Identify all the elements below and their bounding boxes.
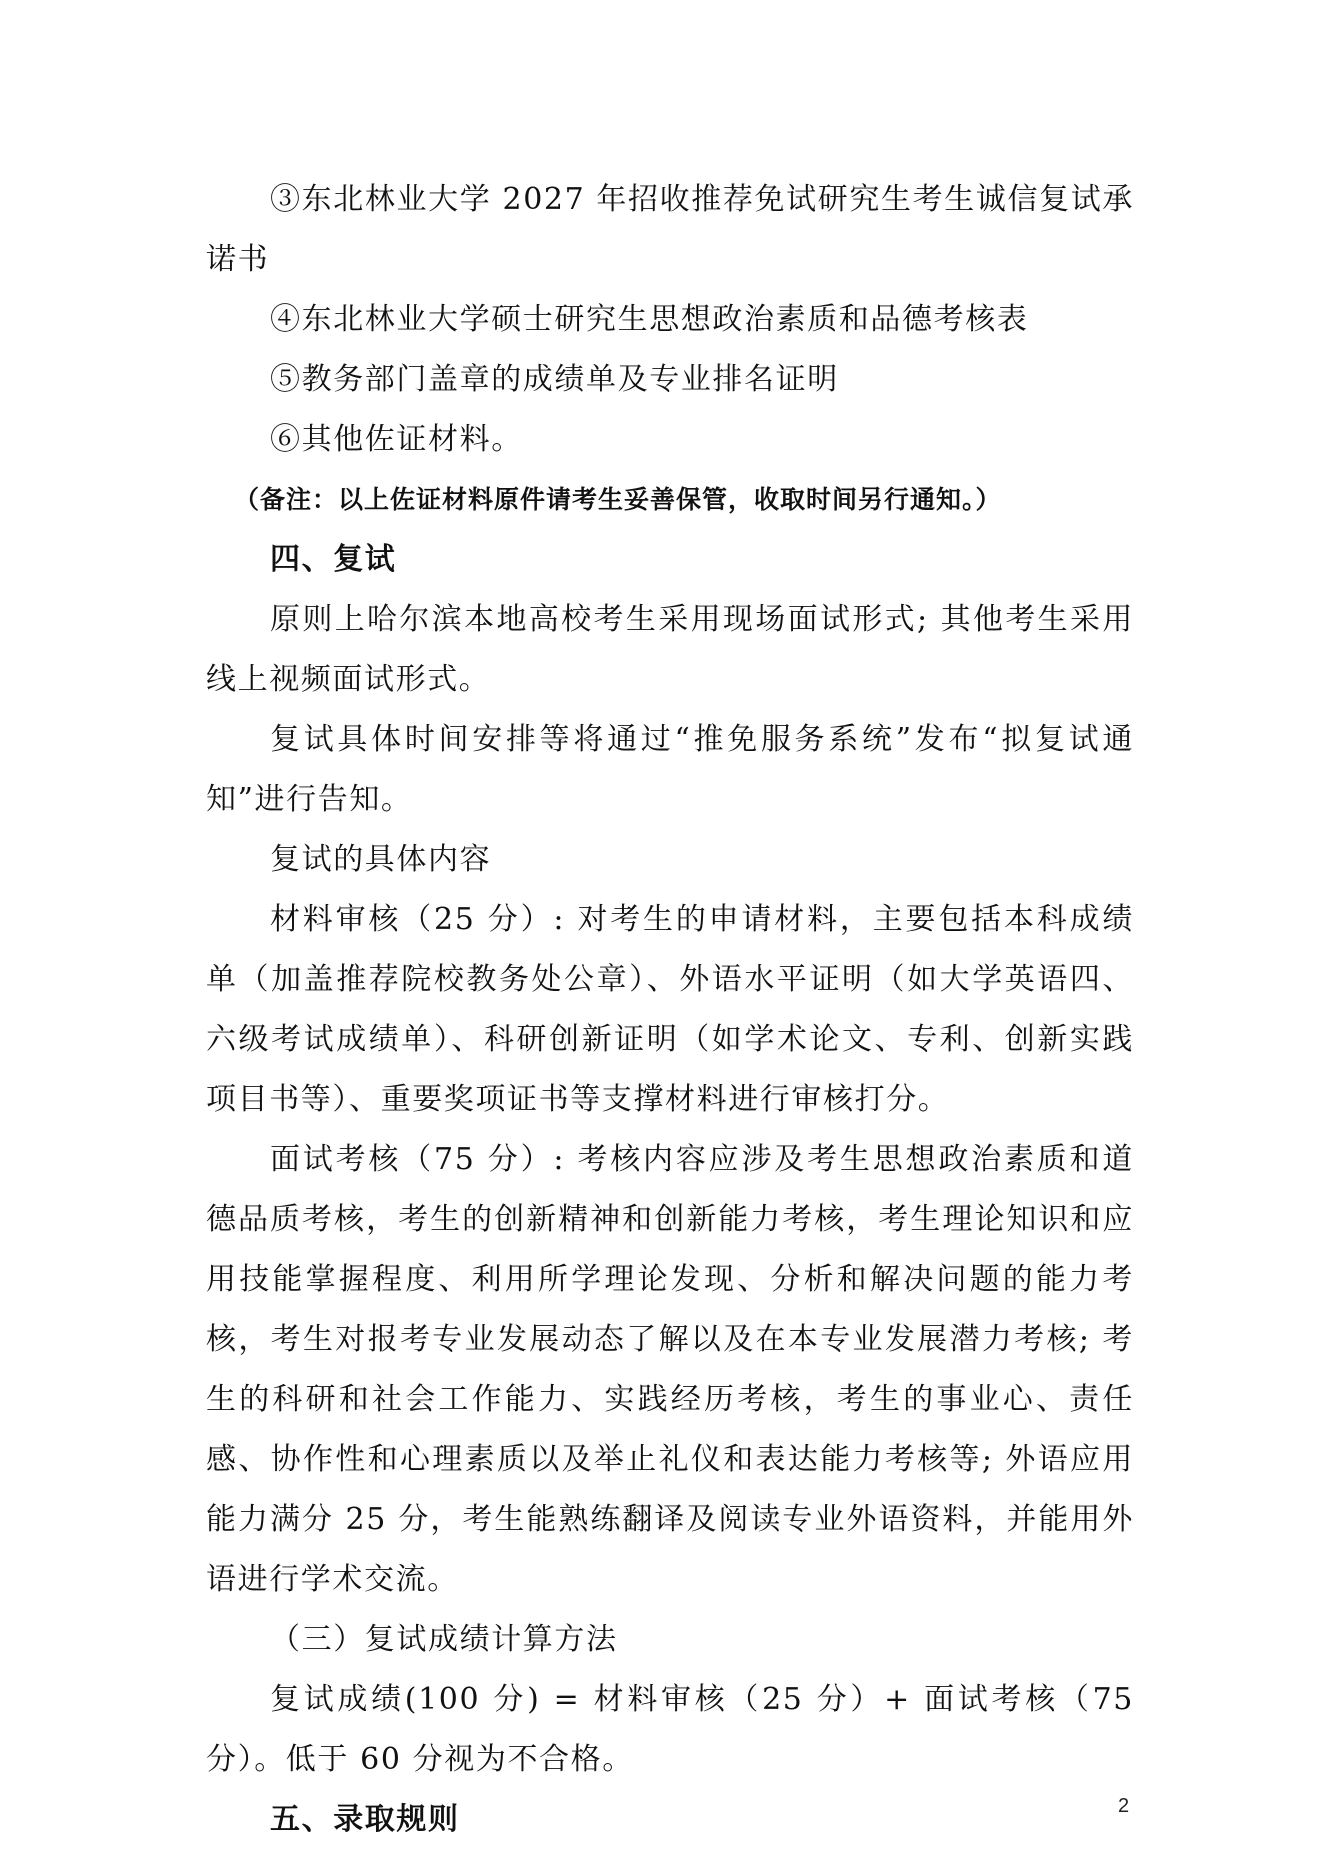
section-heading-admission: 五、录取规则 <box>270 1802 460 1837</box>
retest-schedule-paragraph: 复试具体时间安排等将通过“推免服务系统”发布“拟复试通知”进行告知。 <box>206 722 1134 817</box>
score-formula-paragraph: 复试成绩(100 分) = 材料审核（25 分）+ 面试考核（75 分）。低于 60 分视为不合格。 <box>206 1682 1134 1777</box>
material-review-paragraph: 材料审核（25 分）: 对考生的申请材料，主要包括本科成绩单（加盖推荐院校教务处公章）、外语水平证明（如大学英语四、六级考试成绩单）、科研创新证明（如学术论文、专利、创新实践项目书等）、重要奖项证书等支撑材料进行审核打分。 <box>206 902 1134 1117</box>
list-item-5: ⑤教务部门盖章的成绩单及专业排名证明 <box>270 362 839 397</box>
list-item-3: ③东北林业大学 2027 年招收推荐免试研究生考生诚信复试承诺书 <box>206 182 1134 277</box>
document-body <box>206 170 1134 1850</box>
retest-format-paragraph: 原则上哈尔滨本地高校考生采用现场面试形式; 其他考生采用线上视频面试形式。 <box>206 602 1134 697</box>
interview-assessment-paragraph: 面试考核（75 分）: 考核内容应涉及考生思想政治素质和道德品质考核，考生的创新精神和创新能力考核，考生理论知识和应用技能掌握程度、利用所学理论发现、分析和解决问题的能力考核，考生对报考专业发展动态了解以及在本专业发展潜力考核; 考生的科研和社会工作能力、实践经历考核，考生的事业心、责任感、协作性和心理素质以及举止礼仪和表达能力考核等; 外语应用能力满分 25 分，考生能熟练翻译及阅读专业外语资料，并能用外语进行学术交流。 <box>206 1142 1134 1597</box>
materials-note: （备注：以上佐证材料原件请考生妥善保管，收取时间另行通知。） <box>234 485 1002 514</box>
list-item-6: ⑥其他佐证材料。 <box>270 422 523 457</box>
score-method-subheading: （三）复试成绩计算方法 <box>270 1622 618 1657</box>
list-item-4: ④东北林业大学硕士研究生思想政治素质和品德考核表 <box>270 302 1029 337</box>
page-number: 2 <box>1118 1795 1130 1817</box>
retest-content-label: 复试的具体内容 <box>270 842 492 877</box>
section-heading-retest: 四、复试 <box>270 542 397 577</box>
